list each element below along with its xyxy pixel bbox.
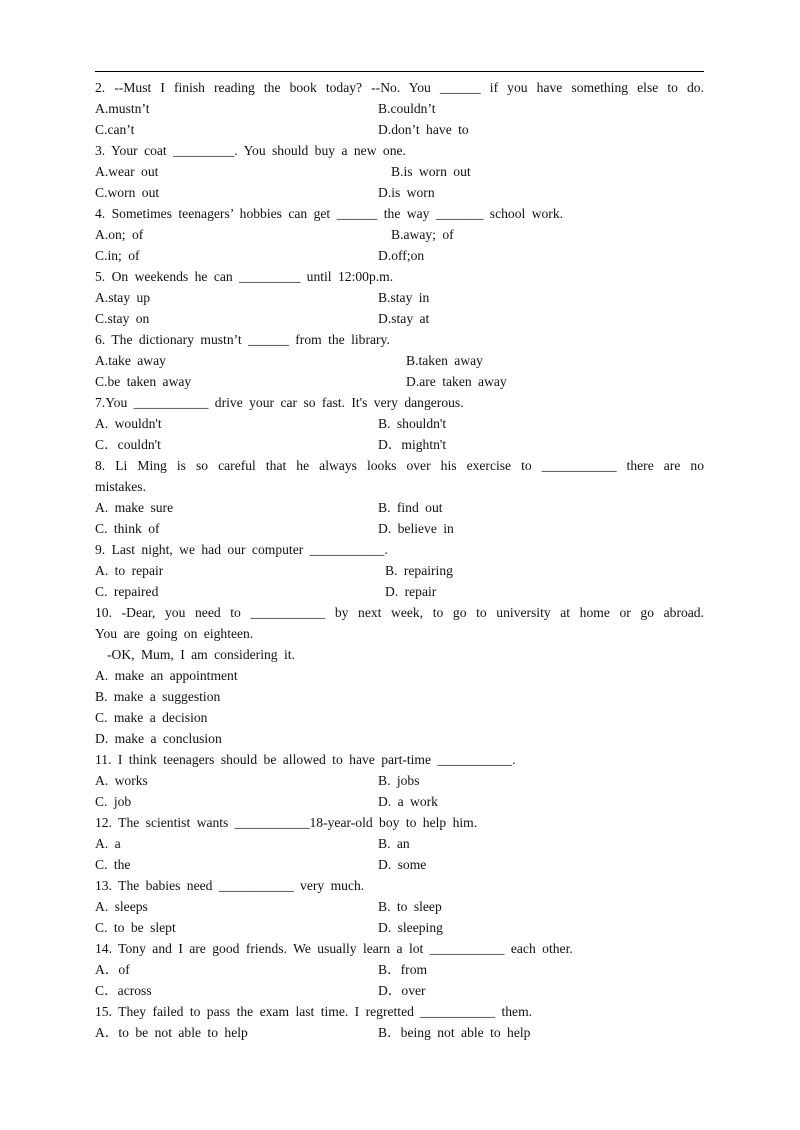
- question-4-option-b: B.away; of: [391, 227, 454, 242]
- question-7-option-b: B. shouldn't: [378, 416, 447, 431]
- question-7-stem: 7.You ___________ drive your car so fast. It's very dangerous.: [95, 395, 464, 410]
- question-4-option-a: A.on; of: [95, 227, 144, 242]
- question-10-reply: -OK, Mum, I am considering it.: [107, 647, 295, 662]
- question-6-option-b: B.taken away: [406, 353, 483, 368]
- question-3-option-a: A.wear out: [95, 164, 159, 179]
- question-8-option-a: A. make sure: [95, 500, 174, 515]
- question-5-option-d: D.stay at: [378, 311, 430, 326]
- question-9-stem: 9. Last night, we had our computer ___________.: [95, 542, 388, 557]
- question-2-option-d: D.don’t have to: [378, 122, 469, 137]
- question-6-option-a: A.take away: [95, 353, 166, 368]
- question-2-option-c: C.can’t: [95, 122, 135, 137]
- question-5-option-b: B.stay in: [378, 290, 430, 305]
- question-10-stem: 10. -Dear, you need to ___________ by next week, to go to university at home or go abroad.: [95, 605, 704, 620]
- question-5-stem: 5. On weekends he can _________ until 12:00p.m.: [95, 269, 394, 284]
- question-6-option-c: C.be taken away: [95, 374, 192, 389]
- question-4-option-c: C.in; of: [95, 248, 140, 263]
- question-13-stem: 13. The babies need ___________ very much.: [95, 878, 365, 893]
- question-8-option-d: D. believe in: [378, 521, 454, 536]
- question-12-option-b: B. an: [378, 836, 410, 851]
- question-14-stem: 14. Tony and I are good friends. We usually learn a lot ___________ each other.: [95, 941, 573, 956]
- question-3-option-b: B.is worn out: [391, 164, 471, 179]
- question-14-option-c: C．across: [95, 983, 152, 998]
- question-9-option-d: D. repair: [385, 584, 437, 599]
- question-7-option-d: D．mightn't: [378, 437, 447, 452]
- question-9-option-b: B. repairing: [385, 563, 453, 578]
- question-5-option-a: A.stay up: [95, 290, 151, 305]
- question-14-option-b: B．from: [378, 962, 428, 977]
- question-10-option-a: A. make an appointment: [95, 668, 238, 683]
- question-7-option-c: C．couldn't: [95, 437, 161, 452]
- question-11-option-d: D. a work: [378, 794, 438, 809]
- question-11-option-a: A. works: [95, 773, 148, 788]
- question-15-option-b: B．being not able to help: [378, 1025, 531, 1040]
- question-12-stem: 12. The scientist wants ___________18-year-old boy to help him.: [95, 815, 478, 830]
- question-14-option-a: A．of: [95, 962, 130, 977]
- question-13-option-d: D. sleeping: [378, 920, 443, 935]
- question-12-option-a: A. a: [95, 836, 121, 851]
- question-2-option-a: A.mustn’t: [95, 101, 150, 116]
- question-10-stem-continued: You are going on eighteen.: [95, 626, 254, 641]
- question-5-option-c: C.stay on: [95, 311, 150, 326]
- question-14-option-d: D．over: [378, 983, 426, 998]
- question-8-stem-continued: mistakes.: [95, 479, 146, 494]
- question-13-option-c: C. to be slept: [95, 920, 176, 935]
- question-11-stem: 11. I think teenagers should be allowed to have part-time ___________.: [95, 752, 516, 767]
- question-9-option-c: C. repaired: [95, 584, 159, 599]
- question-12-option-c: C. the: [95, 857, 131, 872]
- question-13-option-a: A. sleeps: [95, 899, 148, 914]
- question-11-option-c: C. job: [95, 794, 132, 809]
- question-15-option-a: A．to be not able to help: [95, 1025, 248, 1040]
- question-10-option-b: B. make a suggestion: [95, 689, 221, 704]
- header-rule: [95, 71, 704, 72]
- question-8-option-b: B. find out: [378, 500, 443, 515]
- question-4-stem: 4. Sometimes teenagers’ hobbies can get ______ the way _______ school work.: [95, 206, 564, 221]
- question-11-option-b: B. jobs: [378, 773, 420, 788]
- question-8-option-c: C. think of: [95, 521, 160, 536]
- question-3-stem: 3. Your coat _________. You should buy a new one.: [95, 143, 406, 158]
- question-2-option-b: B.couldn’t: [378, 101, 436, 116]
- question-4-option-d: D.off;on: [378, 248, 425, 263]
- question-13-option-b: B. to sleep: [378, 899, 442, 914]
- question-10-option-d: D. make a conclusion: [95, 731, 222, 746]
- question-7-option-a: A. wouldn't: [95, 416, 162, 431]
- question-6-stem: 6. The dictionary mustn’t ______ from the library.: [95, 332, 390, 347]
- question-3-option-c: C.worn out: [95, 185, 160, 200]
- question-6-option-d: D.are taken away: [406, 374, 507, 389]
- question-3-option-d: D.is worn: [378, 185, 435, 200]
- question-2-stem: 2. --Must I finish reading the book today? --No. You ______ if you have something else to do.: [95, 80, 704, 95]
- question-8-stem: 8. Li Ming is so careful that he always looks over his exercise to ___________ there are no: [95, 458, 704, 473]
- question-10-option-c: C. make a decision: [95, 710, 208, 725]
- question-9-option-a: A. to repair: [95, 563, 164, 578]
- question-12-option-d: D. some: [378, 857, 427, 872]
- question-15-stem: 15. They failed to pass the exam last time. I regretted ___________ them.: [95, 1004, 533, 1019]
